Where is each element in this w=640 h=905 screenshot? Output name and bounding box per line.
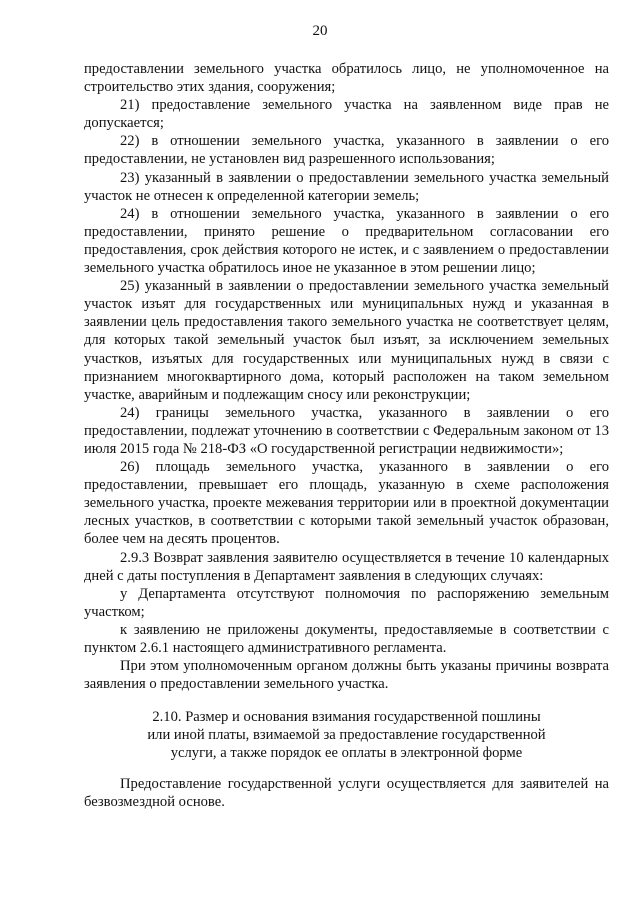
section-heading-2-10 (84, 708, 609, 762)
clause-2-9-3: 2.9.3 Возврат заявления заявителю осуществляется в течение 10 календарных дней с даты поступления в Департамент заявления в следующих случаях: (84, 549, 609, 584)
return-reasons-note: При этом уполномоченным органом должны быть указаны причины возврата заявления о предоставлении земельного участка. (84, 658, 609, 693)
list-item-24b: 24) границы земельного участка, указанного в заявлении о его предоставлении, подлежат уточнению в соответствии с Федеральным законом от 13 июля 2015 года № 218-ФЗ «О государственной регистрации недвижимости»; (84, 404, 609, 457)
return-case-2: к заявлению не приложены документы, предоставляемые в соответствии с пунктом 2.6.1 настоящего административного регламента. (84, 621, 609, 656)
list-item-21: 21) предоставление земельного участка на заявленном виде прав не допускается; (84, 97, 609, 132)
list-item-24a: 24) в отношении земельного участка, указанного в заявлении о его предоставлении, принято решение о предварительном согласовании его предоставления, срок действия которого не истек, и с заявлением о предоставлении земельного участка обратилось иное не указанное в этом решении лицо; (84, 205, 609, 277)
list-item-25: 25) указанный в заявлении о предоставлении земельного участка земельный участок изъят для государственных или муниципальных нужд и указанная в заявлении цель предоставления такого земельного участка не соответствует целям, для которых такой земельный участок был изъят, за исключением земельных участков, изъятых для государственных или муниципальных нужд в связи с признанием многоквартирного дома, который расположен на таком земельном участке, аварийным и подлежащим сносу или реконструкции; (84, 278, 609, 403)
list-item-22: 22) в отношении земельного участка, указанного в заявлении о его предоставлении, не установлен вид разрешенного использования; (84, 133, 609, 168)
paragraph-free-service: Предоставление государственной услуги осуществляется для заявителей на безвозмездной основе. (84, 775, 609, 810)
section-heading-line: 2.10. Размер и основания взимания государственной пошлины (152, 709, 541, 726)
document-body (84, 60, 609, 811)
section-heading-line: услуги, а также порядок ее оплаты в электронной форме (170, 745, 523, 762)
list-item-26: 26) площадь земельного участка, указанного в заявлении о его предоставлении, превышает его площадь, указанную в схеме расположения земельного участка, проекте межевания территории или в проектной документации лесных участков, в соответствии с которыми такой земельный участок образован, более чем на десять процентов. (84, 459, 609, 548)
section-heading-line: или иной платы, взимаемой за предоставление государственной (147, 727, 546, 744)
page-number: 20 (312, 23, 328, 39)
list-item-23: 23) указанный в заявлении о предоставлении земельного участка земельный участок не отнесен к определенной категории земель; (84, 169, 609, 204)
paragraph-continuation: предоставлении земельного участка обратилось лицо, не уполномоченное на строительство этих здания, сооружения; (84, 61, 609, 96)
return-case-1: у Департамента отсутствуют полномочия по распоряжению земельным участком; (84, 585, 609, 620)
